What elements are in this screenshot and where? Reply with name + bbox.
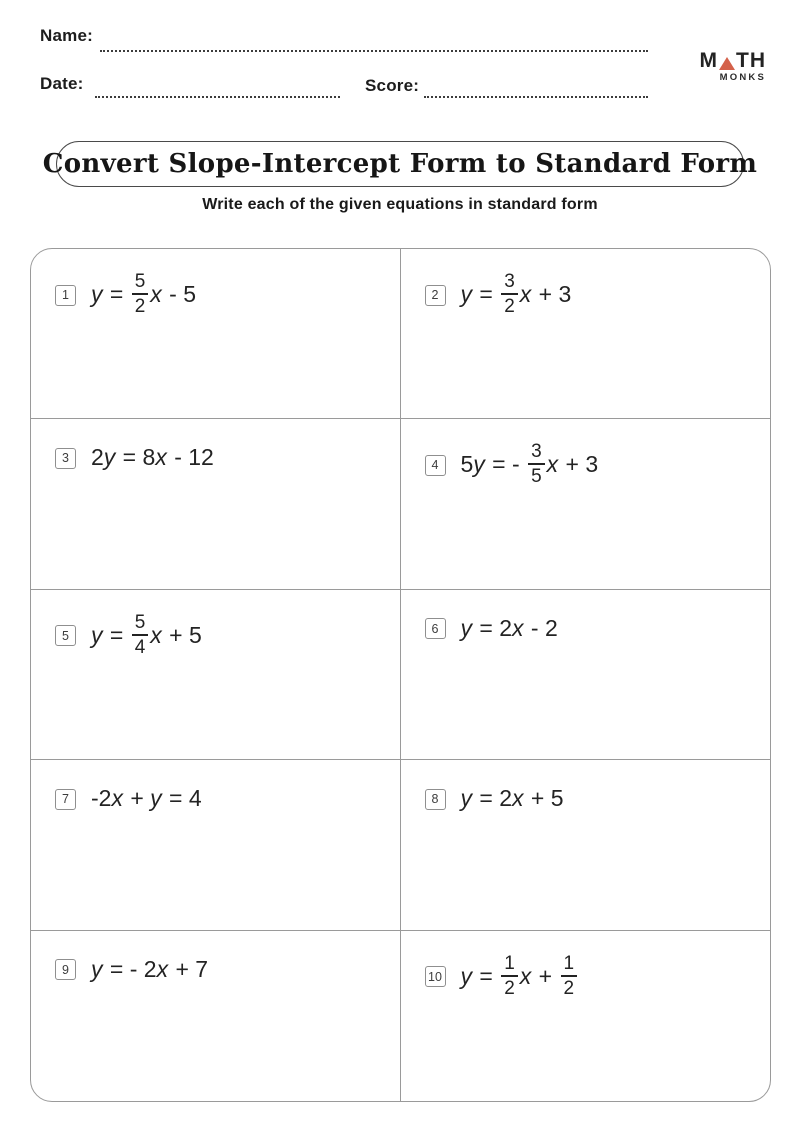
math-monks-logo — [700, 50, 767, 83]
fraction-numerator: 3 — [501, 272, 518, 295]
date-label: Date: — [40, 74, 84, 93]
equation — [91, 611, 202, 658]
equation-text: y = 2x + 5 — [460, 785, 564, 812]
equation — [460, 952, 580, 999]
date-fill-line — [95, 96, 340, 98]
equation-text: y = 2x - 2 — [460, 614, 558, 641]
problem-line — [55, 273, 392, 317]
problem-number: 10 — [425, 966, 446, 987]
page-title: Convert Slope-Intercept Form to Standard Form — [42, 149, 758, 179]
problem-number: 6 — [425, 618, 446, 639]
logo-wordmark — [700, 50, 767, 71]
title-banner — [42, 141, 758, 187]
equation — [91, 955, 208, 985]
fraction-denominator: 5 — [531, 466, 542, 488]
problem-number: 2 — [425, 285, 446, 306]
equation-text: x + — [519, 962, 559, 989]
fraction-denominator: 2 — [504, 296, 515, 317]
logo-letter-m: M — [699, 49, 718, 72]
score-label: Score: — [365, 76, 420, 95]
equation — [461, 443, 599, 487]
equation-text: y = - 2x + 7 — [91, 955, 209, 982]
problem-cell — [401, 419, 771, 589]
equation-text: x + 3 — [546, 451, 599, 478]
fraction-numerator: 1 — [501, 954, 518, 977]
fraction — [132, 613, 149, 657]
problem-number: 8 — [425, 789, 446, 810]
problem-number: 3 — [55, 448, 76, 469]
equation — [461, 273, 572, 317]
problem-number: 1 — [55, 285, 76, 306]
fraction — [132, 272, 149, 316]
equation-text: -2x + y = 4 — [91, 785, 202, 812]
equation — [91, 273, 196, 317]
fraction — [501, 954, 518, 998]
problem-line — [425, 952, 763, 999]
equation — [91, 443, 214, 473]
fraction-numerator: 3 — [528, 442, 545, 465]
problem-cell — [31, 249, 401, 419]
problem-cell — [31, 590, 401, 760]
fraction-denominator: 2 — [563, 977, 575, 999]
equation-text: x + 3 — [519, 281, 572, 308]
name-label: Name: — [40, 26, 93, 45]
problem-line — [55, 784, 392, 814]
equation-text: y = — [460, 281, 500, 308]
problem-number: 7 — [55, 789, 76, 810]
fraction-numerator: 5 — [132, 272, 149, 295]
problem-line — [55, 611, 392, 658]
equation-text: 5y = - — [460, 451, 527, 478]
name-fill-line — [100, 50, 648, 52]
problem-line — [425, 273, 763, 317]
problem-line — [425, 614, 763, 644]
fraction — [561, 954, 578, 998]
problem-line — [425, 784, 763, 814]
problem-number: 4 — [425, 455, 446, 476]
problem-cell — [401, 760, 771, 930]
fraction-numerator: 5 — [132, 613, 149, 636]
instructions-text: Write each of the given equations in standard form — [202, 196, 598, 213]
logo-letters-th: TH — [736, 49, 766, 72]
equation — [461, 784, 564, 814]
fraction — [528, 442, 545, 486]
problem-line — [55, 955, 392, 985]
problem-cell — [401, 931, 771, 1101]
logo-subtitle: MONKS — [719, 72, 766, 83]
fraction-numerator: 1 — [561, 954, 578, 977]
equation-text: y = — [460, 962, 500, 989]
problem-cell — [31, 931, 401, 1101]
problem-cell — [31, 760, 401, 930]
equation-text: y = — [91, 621, 130, 648]
equation — [461, 614, 558, 644]
fraction-denominator: 2 — [504, 977, 515, 999]
problem-cell — [401, 590, 771, 760]
fraction-denominator: 2 — [134, 296, 146, 317]
equation-text: 2y = 8x - 12 — [91, 444, 214, 471]
equation-text: x + 5 — [150, 621, 202, 648]
problem-cell — [31, 419, 401, 589]
equation — [91, 784, 202, 814]
equation-text: y = — [91, 281, 130, 308]
problem-number: 5 — [55, 625, 76, 646]
score-fill-line — [424, 96, 648, 98]
problem-cell — [401, 249, 771, 419]
fraction — [501, 272, 518, 316]
problems-grid — [30, 248, 771, 1102]
problem-number: 9 — [55, 959, 76, 980]
triangle-icon — [719, 57, 735, 70]
problem-line — [55, 443, 392, 473]
fraction-denominator: 4 — [134, 636, 146, 658]
problem-line — [425, 443, 763, 487]
equation-text: x - 5 — [150, 281, 197, 308]
